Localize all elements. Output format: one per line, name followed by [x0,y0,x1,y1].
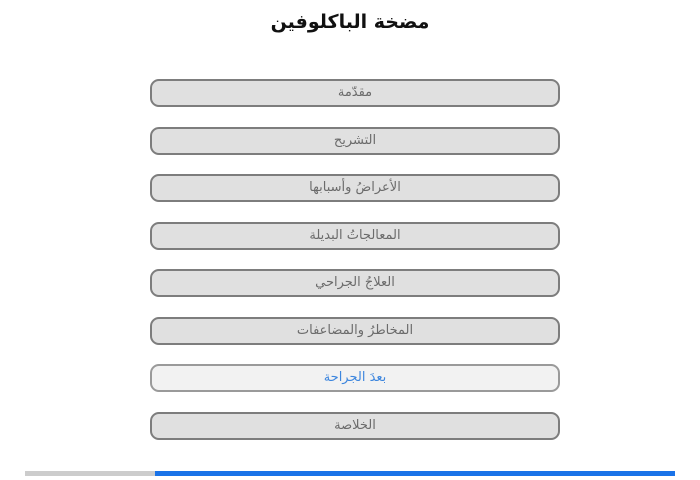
progress-bar [25,471,675,476]
chapter-menu [150,79,560,459]
page-title: مضخة الباكلوفين [270,11,430,33]
progress-bar-fill [155,471,675,476]
menu-item-introduction[interactable]: مقدّمة [150,79,560,107]
menu-item-anatomy[interactable]: التشريح [150,127,560,155]
menu-item-symptoms-causes[interactable]: الأعراضُ وأسبابها [150,174,560,202]
menu-item-surgical-treatment[interactable]: العلاجُ الجراحي [150,269,560,297]
menu-item-summary[interactable]: الخلاصة [150,412,560,440]
menu-item-alternative-treatments[interactable]: المعالجاتُ البديلة [150,222,560,250]
menu-item-risks-complications[interactable]: المخاطرُ والمضاعفات [150,317,560,345]
menu-item-after-surgery[interactable]: بعدَ الجراحة [150,364,560,392]
